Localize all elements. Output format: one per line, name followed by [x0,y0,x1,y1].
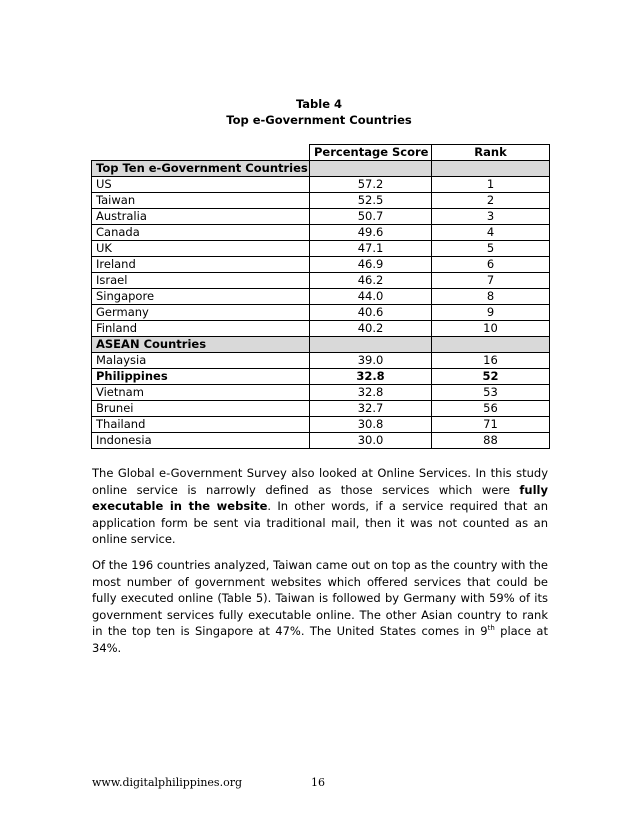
table-header-row [92,145,550,161]
rank-cell: 7 [432,273,550,289]
table-row [92,321,550,337]
table-row [92,193,550,209]
table-row [92,305,550,321]
footer-url: www.digitalphilippines.org [92,776,242,789]
paragraph-bold-text: fully executable in the website [92,482,548,513]
country-cell: Canada [92,225,310,241]
country-cell: US [92,177,310,193]
score-cell: 46.9 [310,257,432,273]
score-cell: 40.6 [310,305,432,321]
rank-cell: 71 [432,417,550,433]
score-cell: 46.2 [310,273,432,289]
rank-cell: 9 [432,305,550,321]
table-row [92,289,550,305]
header-percentage-score: Percentage Score [310,145,432,161]
country-cell: Brunei [92,401,310,417]
rank-cell: 88 [432,433,550,449]
group-empty-cell [432,337,550,353]
score-cell: 30.0 [310,433,432,449]
group-label: ASEAN Countries [92,337,310,353]
table-row [92,273,550,289]
score-cell: 49.6 [310,225,432,241]
taiwan-analysis-paragraph [92,557,548,656]
group-header-row [92,161,550,177]
table-row [92,353,550,369]
country-cell: Indonesia [92,433,310,449]
table-row [92,401,550,417]
egov-ranking-table [91,144,550,449]
rank-cell: 52 [432,369,550,385]
rank-cell: 6 [432,257,550,273]
table-body [92,161,550,449]
ordinal-suffix: th [487,624,495,633]
country-cell: Israel [92,273,310,289]
table-row [92,177,550,193]
country-cell: Finland [92,321,310,337]
table-number: Table 4 [295,97,343,111]
score-cell: 32.7 [310,401,432,417]
table-row [92,433,550,449]
country-cell: Vietnam [92,385,310,401]
group-label: Top Ten e-Government Countries [92,161,310,177]
rank-cell: 53 [432,385,550,401]
rank-cell: 1 [432,177,550,193]
table-row [92,225,550,241]
score-cell: 44.0 [310,289,432,305]
rank-cell: 3 [432,209,550,225]
table-row [92,369,550,385]
rank-cell: 2 [432,193,550,209]
paragraph-text: . In other words, if a service required that an application form be sent via traditional mail, then it was not counted as an online service. [92,499,548,546]
table-row [92,257,550,273]
table-title: Top e-Government Countries [226,113,412,127]
rank-cell: 16 [432,353,550,369]
country-cell: Germany [92,305,310,321]
paragraph-text: place at 34%. [92,624,548,655]
rank-cell: 5 [432,241,550,257]
score-cell: 52.5 [310,193,432,209]
group-empty-cell [310,161,432,177]
score-cell: 32.8 [310,385,432,401]
country-cell: Taiwan [92,193,310,209]
country-cell: UK [92,241,310,257]
rank-cell: 8 [432,289,550,305]
table-row [92,209,550,225]
score-cell: 47.1 [310,241,432,257]
score-cell: 50.7 [310,209,432,225]
header-rank: Rank [432,145,550,161]
page-number: 16 [311,776,325,789]
score-cell: 57.2 [310,177,432,193]
score-cell: 39.0 [310,353,432,369]
country-cell: Thailand [92,417,310,433]
score-cell: 32.8 [310,369,432,385]
online-services-paragraph [92,465,548,548]
score-cell: 30.8 [310,417,432,433]
country-cell: Australia [92,209,310,225]
rank-cell: 56 [432,401,550,417]
rank-cell: 4 [432,225,550,241]
group-header-row [92,337,550,353]
group-empty-cell [310,337,432,353]
country-cell: Singapore [92,289,310,305]
table-row [92,385,550,401]
country-cell: Ireland [92,257,310,273]
score-cell: 40.2 [310,321,432,337]
paragraph-text: Of the 196 countries analyzed, Taiwan came out on top as the country with the most number of government websites which offered services that could be fully executed online (Table 5). Taiwan is followed by Germany with 59% of its government services fully executable online. The other Asian country to rank in the top ten is Singapore at 47%. The United States comes in 9 [92,558,548,638]
table-row [92,417,550,433]
paragraph-text: The Global e-Government Survey also looked at Online Services. In this study online service is narrowly defined as those services which were [92,466,548,497]
table-row [92,241,550,257]
country-cell: Malaysia [92,353,310,369]
header-blank-cell [92,145,310,161]
rank-cell: 10 [432,321,550,337]
country-cell: Philippines [92,369,310,385]
group-empty-cell [432,161,550,177]
